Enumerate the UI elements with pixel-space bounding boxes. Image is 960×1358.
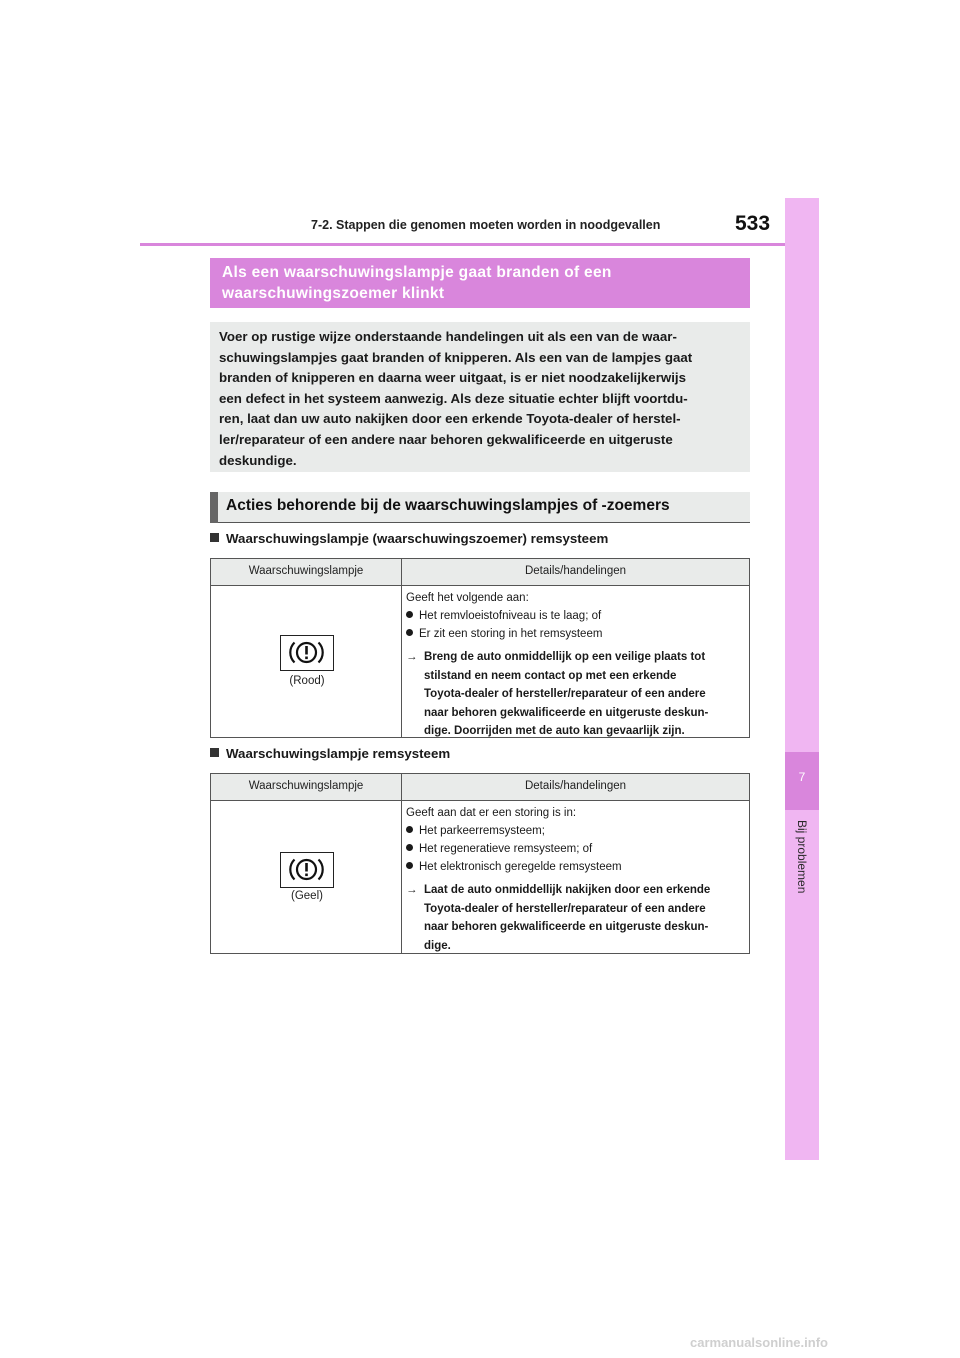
action-line: stilstand en neem contact op met een erkende: [424, 669, 677, 682]
intro-box: [210, 322, 750, 472]
column-header-lamp: Waarschuwingslampje: [248, 780, 364, 792]
details-cell: [406, 804, 710, 955]
intro-line: Voer op rustige wijze onderstaande handelingen uit als een van de waar-: [219, 329, 677, 344]
column-header-details: Details/handelingen: [524, 565, 627, 577]
square-bullet-icon: [210, 748, 219, 757]
action-line: dige.: [424, 939, 451, 952]
bullet-icon: [406, 862, 413, 869]
details-intro: Geeft aan dat er een storing is in:: [406, 807, 577, 819]
right-arrow-icon: →: [406, 651, 418, 663]
action-line: Toyota-dealer of hersteller/reparateur of een andere: [424, 688, 706, 700]
action-line: Toyota-dealer of hersteller/reparateur of een andere: [424, 902, 706, 915]
intro-line: ler/reparateur of een andere naar behoren gekwalificeerde en uitgeruste: [219, 431, 673, 447]
table-1-subheading-text: Waarschuwingslampje (waarschuwingszoemer) remsysteem: [226, 531, 609, 546]
bullet-text: Het elektronisch geregelde remsysteem: [419, 861, 622, 873]
list-item: [406, 822, 710, 840]
action-text: Breng de auto onmiddellijk op een veilige plaats tot: [424, 651, 706, 663]
warning-table-1: [210, 558, 750, 738]
section-heading: [210, 492, 750, 523]
right-arrow-icon: →: [406, 884, 418, 896]
action-line: [406, 881, 710, 900]
column-header-details: Details/handelingen: [524, 780, 627, 792]
bullet-text: Het remvloeistofniveau is te laag; of: [419, 610, 602, 622]
list-item: [406, 625, 708, 643]
details-cell: [406, 589, 708, 741]
list-item: [406, 840, 710, 858]
square-bullet-icon: [210, 533, 219, 542]
warning-table-2: [210, 773, 750, 954]
table-header-row: [211, 559, 749, 586]
intro-line: schuwingslampjes gaat branden of knipperen. Als een van de lampjes gaat: [219, 349, 693, 365]
banner-line-2: waarschuwingszoemer klinkt: [222, 285, 445, 302]
action-line: naar behoren gekwalificeerde en uitgeruste deskun-: [424, 706, 709, 719]
table-2-subheading-text: Waarschuwingslampje remsysteem: [226, 746, 451, 761]
bullet-icon: [406, 611, 413, 618]
section-header: 7-2. Stappen die genomen moeten worden in noodgevallen: [311, 218, 661, 232]
action-text: Laat de auto onmiddellijk nakijken door een erkende: [424, 884, 711, 896]
bullet-text: Het regeneratieve remsysteem; of: [419, 843, 593, 855]
brake-warning-icon-graphic: [281, 853, 332, 886]
details-intro: Geeft het volgende aan:: [406, 592, 529, 604]
table-header-row: [211, 774, 749, 801]
title-banner: [210, 258, 750, 308]
bullet-icon: [406, 844, 413, 851]
table-2-subheading: [210, 746, 450, 761]
list-item: [406, 858, 710, 876]
column-header-lamp: Waarschuwingslampje: [248, 565, 364, 577]
column-divider: [401, 774, 402, 953]
brake-warning-icon: [280, 635, 334, 671]
action-line: naar behoren gekwalificeerde en uitgeruste deskun-: [424, 921, 709, 933]
table-1-subheading: [210, 531, 608, 546]
section-heading-text: Acties behorende bij de waarschuwingslampjes of -zoemers: [226, 497, 670, 514]
chapter-number: 7: [798, 770, 806, 784]
chapter-label: Bij problemen: [795, 820, 809, 894]
lamp-color-caption: (Rood): [289, 675, 325, 687]
bullet-icon: [406, 826, 413, 833]
bullet-text: Het parkeerremsysteem;: [419, 825, 545, 837]
brake-warning-icon-graphic: [281, 636, 332, 669]
brake-warning-icon: [280, 852, 334, 888]
chapter-side-strip: [785, 198, 819, 1160]
section-heading-bar: [210, 492, 218, 523]
bullet-text: Er zit een storing in het remsysteem: [419, 628, 603, 640]
intro-line: ren, laat dan uw auto nakijken door een erkende Toyota-dealer of herstel-: [219, 411, 681, 427]
intro-line: een defect in het systeem aanwezig. Als deze situatie echter blijft voortdu-: [219, 390, 688, 406]
list-item: [406, 607, 708, 625]
column-divider: [401, 559, 402, 737]
lamp-color-caption: (Geel): [291, 890, 323, 902]
page-number: 533: [735, 212, 771, 235]
header-rule: [140, 243, 785, 246]
action-line: dige. Doorrijden met de auto kan gevaarlijk zijn.: [424, 725, 685, 737]
intro-line: branden of knipperen en daarna weer uitgaat, is er niet noodzakelijkerwijs: [219, 370, 686, 386]
banner-line-1: Als een waarschuwingslampje gaat branden of een: [222, 264, 612, 281]
site-watermark: carmanualsonline.info: [690, 1335, 828, 1350]
intro-line: deskundige.: [219, 452, 297, 468]
action-line: [406, 648, 708, 667]
bullet-icon: [406, 629, 413, 636]
